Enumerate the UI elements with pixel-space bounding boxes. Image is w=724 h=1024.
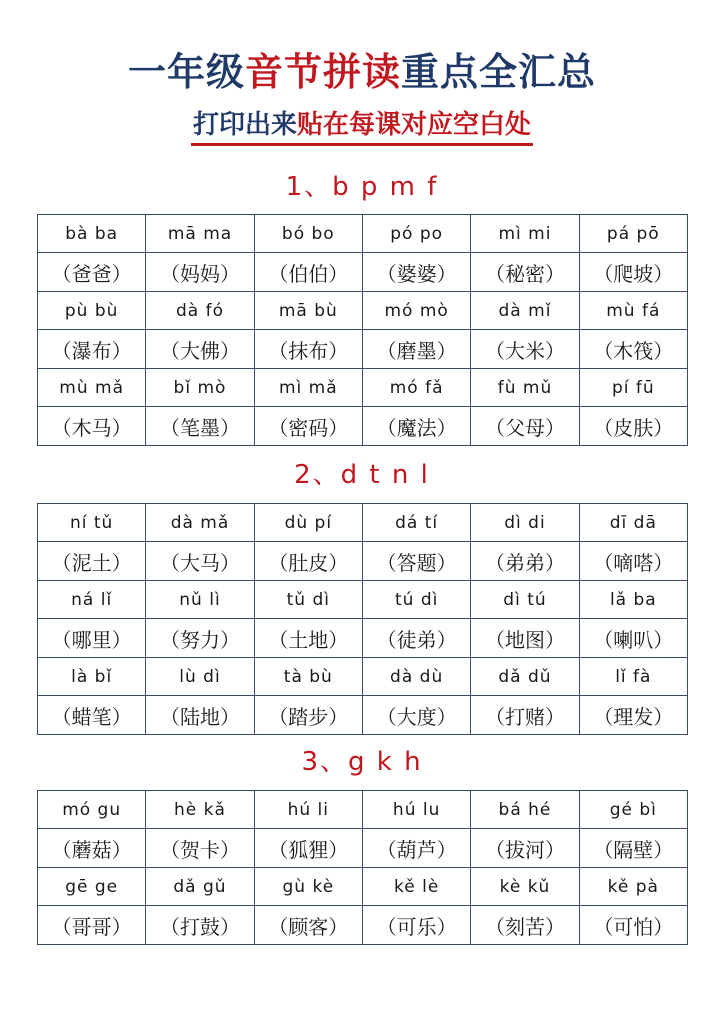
pinyin-cell: pù bù xyxy=(38,292,146,330)
pinyin-cell: mì mǎ xyxy=(254,369,362,407)
pinyin-cell: pá pō xyxy=(579,215,687,253)
pinyin-cell: dà mǐ xyxy=(471,292,579,330)
pinyin-cell: lǎ ba xyxy=(579,581,687,619)
hanzi-row xyxy=(38,619,688,658)
hanzi-cell: （抹布） xyxy=(254,330,362,369)
pinyin-cell: lǐ fà xyxy=(579,658,687,696)
pinyin-row xyxy=(38,868,688,906)
pinyin-cell: ní tǔ xyxy=(38,504,146,542)
title-part-summary: 重点全汇总 xyxy=(401,50,597,94)
pinyin-cell: bó bo xyxy=(254,215,362,253)
pinyin-cell: hè kǎ xyxy=(146,791,254,829)
hanzi-cell: （木筏） xyxy=(579,330,687,369)
hanzi-cell: （肚皮） xyxy=(254,542,362,581)
pinyin-cell: bǐ mò xyxy=(146,369,254,407)
pinyin-cell: dà mǎ xyxy=(146,504,254,542)
pinyin-row xyxy=(38,504,688,542)
hanzi-cell: （努力） xyxy=(146,619,254,658)
hanzi-cell: （打赌） xyxy=(471,696,579,735)
section-heading: 2、d t n l xyxy=(294,460,430,490)
hanzi-cell: （陆地） xyxy=(146,696,254,735)
section-heading: 3、g k h xyxy=(301,747,423,777)
pinyin-row xyxy=(38,215,688,253)
hanzi-cell: （地图） xyxy=(471,619,579,658)
hanzi-cell: （魔法） xyxy=(362,407,470,446)
hanzi-cell: （秘密） xyxy=(471,253,579,292)
hanzi-cell: （爸爸） xyxy=(38,253,146,292)
pinyin-cell: dá tí xyxy=(362,504,470,542)
pinyin-cell: kě pà xyxy=(579,868,687,906)
hanzi-cell: （嘀嗒） xyxy=(579,542,687,581)
pinyin-cell: dù pí xyxy=(254,504,362,542)
hanzi-cell: （父母） xyxy=(471,407,579,446)
pinyin-cell: gē ge xyxy=(38,868,146,906)
pinyin-cell: gé bì xyxy=(579,791,687,829)
hanzi-cell: （葫芦） xyxy=(362,829,470,868)
pinyin-cell: dǎ dǔ xyxy=(471,658,579,696)
pinyin-cell: hú li xyxy=(254,791,362,829)
pinyin-row xyxy=(38,292,688,330)
hanzi-cell: （理发） xyxy=(579,696,687,735)
pinyin-cell: gù kè xyxy=(254,868,362,906)
hanzi-row xyxy=(38,407,688,446)
pinyin-cell: pí fū xyxy=(579,369,687,407)
pinyin-cell: mó gu xyxy=(38,791,146,829)
pinyin-row xyxy=(38,369,688,407)
hanzi-cell: （蜡笔） xyxy=(38,696,146,735)
pinyin-cell: nǔ lì xyxy=(146,581,254,619)
hanzi-cell: （弟弟） xyxy=(471,542,579,581)
hanzi-row xyxy=(38,330,688,369)
subtitle-underlined xyxy=(191,108,533,146)
hanzi-cell: （顾客） xyxy=(254,906,362,945)
pinyin-cell: dà fó xyxy=(146,292,254,330)
hanzi-cell: （婆婆） xyxy=(362,253,470,292)
title-part-grade: 一年级 xyxy=(127,50,245,94)
hanzi-cell: （答题） xyxy=(362,542,470,581)
pinyin-cell: tǔ dì xyxy=(254,581,362,619)
hanzi-cell: （踏步） xyxy=(254,696,362,735)
hanzi-row xyxy=(38,906,688,945)
hanzi-cell: （密码） xyxy=(254,407,362,446)
hanzi-cell: （哪里） xyxy=(38,619,146,658)
pinyin-cell: dǎ gǔ xyxy=(146,868,254,906)
hanzi-cell: （狐狸） xyxy=(254,829,362,868)
hanzi-cell: （大马） xyxy=(146,542,254,581)
pinyin-cell: dì di xyxy=(471,504,579,542)
pinyin-cell: dà dù xyxy=(362,658,470,696)
pinyin-cell: lù dì xyxy=(146,658,254,696)
hanzi-row xyxy=(38,542,688,581)
hanzi-cell: （刻苦） xyxy=(471,906,579,945)
pinyin-cell: tú dì xyxy=(362,581,470,619)
pinyin-cell: là bǐ xyxy=(38,658,146,696)
hanzi-cell: （徒弟） xyxy=(362,619,470,658)
hanzi-cell: （隔壁） xyxy=(579,829,687,868)
hanzi-cell: （蘑菇） xyxy=(38,829,146,868)
hanzi-cell: （笔墨） xyxy=(146,407,254,446)
hanzi-cell: （可怕） xyxy=(579,906,687,945)
pinyin-cell: mó fǎ xyxy=(362,369,470,407)
hanzi-cell: （妈妈） xyxy=(146,253,254,292)
hanzi-cell: （哥哥） xyxy=(38,906,146,945)
hanzi-cell: （泥土） xyxy=(38,542,146,581)
pinyin-cell: dī dā xyxy=(579,504,687,542)
hanzi-cell: （拔河） xyxy=(471,829,579,868)
hanzi-cell: （可乐） xyxy=(362,906,470,945)
syllable-table xyxy=(37,214,688,446)
hanzi-row xyxy=(38,253,688,292)
pinyin-cell: bá hé xyxy=(471,791,579,829)
hanzi-cell: （皮肤） xyxy=(579,407,687,446)
hanzi-cell: （贺卡） xyxy=(146,829,254,868)
title-part-highlight: 音节拼读 xyxy=(244,50,401,94)
pinyin-cell: bà ba xyxy=(38,215,146,253)
hanzi-cell: （大米） xyxy=(471,330,579,369)
pinyin-cell: mó mò xyxy=(362,292,470,330)
hanzi-cell: （打鼓） xyxy=(146,906,254,945)
pinyin-cell: mā bù xyxy=(254,292,362,330)
pinyin-cell: tà bù xyxy=(254,658,362,696)
hanzi-cell: （喇叭） xyxy=(579,619,687,658)
pinyin-cell: mù fá xyxy=(579,292,687,330)
hanzi-cell: （磨墨） xyxy=(362,330,470,369)
section-heading: 1、b p m f xyxy=(285,172,439,202)
pinyin-row xyxy=(38,791,688,829)
pinyin-cell: hú lu xyxy=(362,791,470,829)
pinyin-row xyxy=(38,658,688,696)
hanzi-cell: （伯伯） xyxy=(254,253,362,292)
hanzi-cell: （土地） xyxy=(254,619,362,658)
pinyin-cell: kě lè xyxy=(362,868,470,906)
hanzi-cell: （木马） xyxy=(38,407,146,446)
syllable-table xyxy=(37,790,688,945)
pinyin-cell: mù mǎ xyxy=(38,369,146,407)
pinyin-cell: dì tú xyxy=(471,581,579,619)
hanzi-cell: （大佛） xyxy=(146,330,254,369)
page-subtitle xyxy=(0,108,724,146)
page-title xyxy=(0,44,724,100)
subtitle-part-print: 打印出来 xyxy=(192,110,297,140)
pinyin-cell: mì mi xyxy=(471,215,579,253)
hanzi-cell: （瀑布） xyxy=(38,330,146,369)
hanzi-cell: （大度） xyxy=(362,696,470,735)
syllable-table xyxy=(37,503,688,735)
hanzi-cell: （爬坡） xyxy=(579,253,687,292)
pinyin-cell: fù mǔ xyxy=(471,369,579,407)
pinyin-row xyxy=(38,581,688,619)
hanzi-row xyxy=(38,696,688,735)
pinyin-cell: ná lǐ xyxy=(38,581,146,619)
subtitle-part-paste: 贴在每课对应空白处 xyxy=(297,110,532,140)
pinyin-cell: kè kǔ xyxy=(471,868,579,906)
pinyin-cell: mā ma xyxy=(146,215,254,253)
hanzi-row xyxy=(38,829,688,868)
pinyin-cell: pó po xyxy=(362,215,470,253)
